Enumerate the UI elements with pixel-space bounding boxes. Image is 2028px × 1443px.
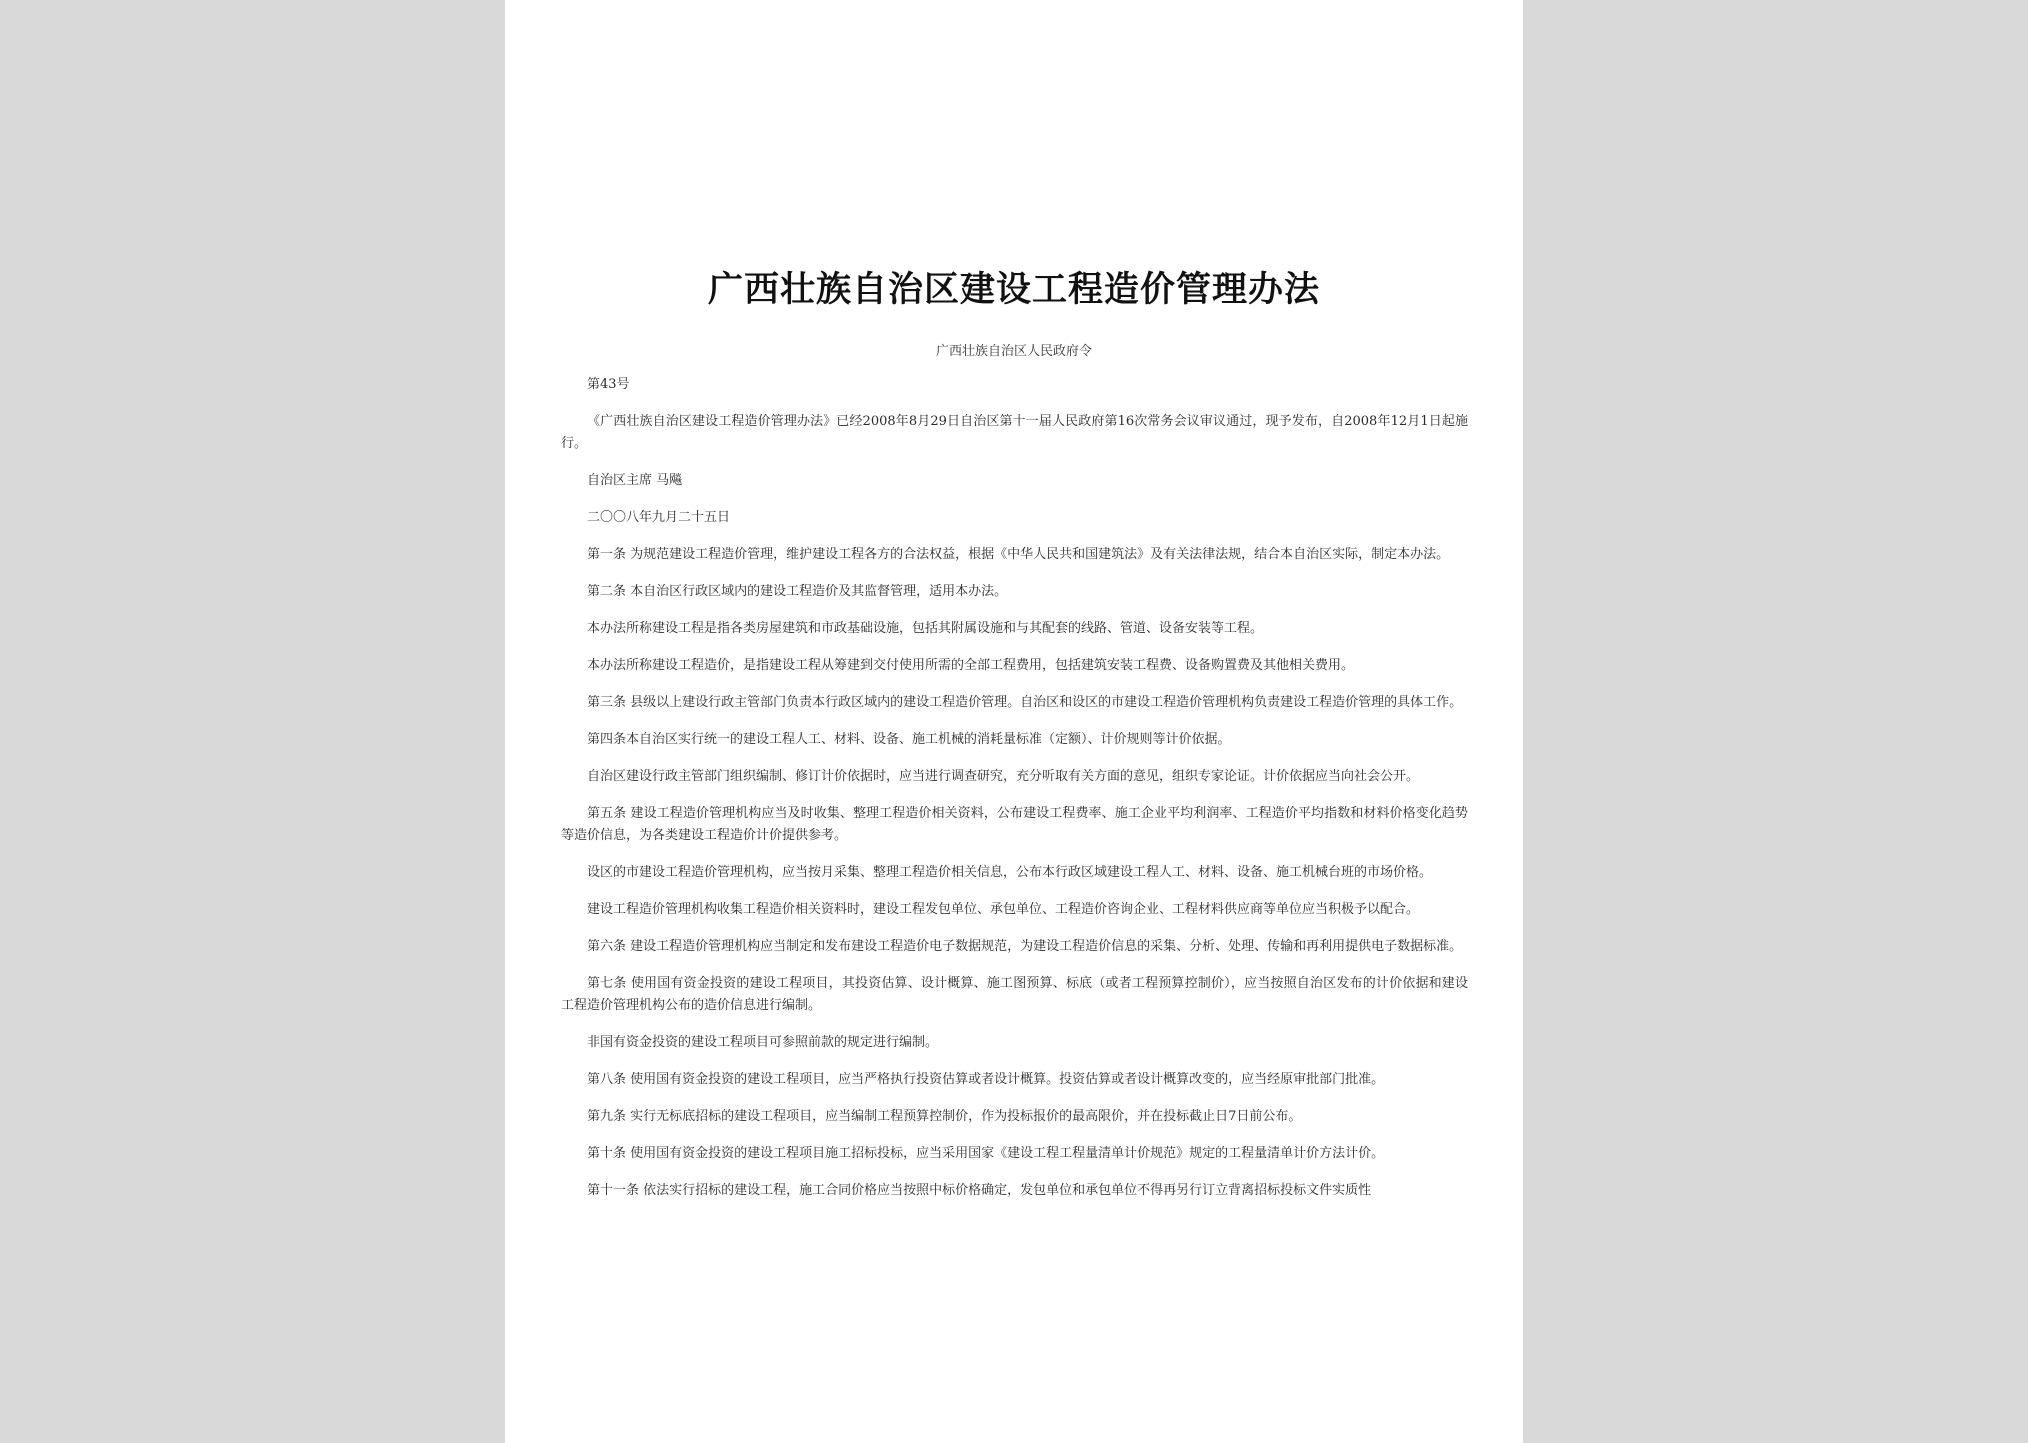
paragraph-article-2-clause-2: 本办法所称建设工程是指各类房屋建筑和市政基础设施，包括其附属设施和与其配套的线路、管道、设备安装等工程。: [587, 621, 1264, 636]
paragraph-article-5-clause-3: 建设工程造价管理机构收集工程造价相关资料时，建设工程发包单位、承包单位、工程造价咨询企业、工程材料供应商等单位应当积极予以配合。: [587, 902, 1420, 917]
paragraph-article-1: 第一条 为规范建设工程造价管理，维护建设工程各方的合法权益，根据《中华人民共和国建筑法》及有关法律法规，结合本自治区实际，制定本办法。: [587, 547, 1450, 562]
document-issuer: 广西壮族自治区人民政府令: [935, 344, 1092, 359]
paragraph-article-4: 第四条本自治区实行统一的建设工程人工、材料、设备、施工机械的消耗量标准（定额）、计价规则等计价依据。: [587, 732, 1231, 747]
paragraph-article-8: 第八条 使用国有资金投资的建设工程项目，应当严格执行投资估算或者设计概算。投资估算或者设计概算改变的，应当经原审批部门批准。: [587, 1072, 1385, 1087]
paragraph-article-2-clause-3: 本办法所称建设工程造价，是指建设工程从筹建到交付使用所需的全部工程费用，包括建筑安装工程费、设备购置费及其他相关费用。: [587, 658, 1355, 673]
paragraph-article-7: 第七条 使用国有资金投资的建设工程项目，其投资估算、设计概算、施工图预算、标底（或者工程预算控制价），应当按照自治区发布的计价依据和建设工程造价管理机构公布的造价信息进行编制。: [561, 976, 1468, 1013]
paragraph-article-10: 第十条 使用国有资金投资的建设工程项目施工招标投标，应当采用国家《建设工程工程量清单计价规范》规定的工程量清单计价方法计价。: [587, 1146, 1385, 1161]
document-title: 广西壮族自治区建设工程造价管理办法: [707, 269, 1320, 310]
paragraph-article-3: 第三条 县级以上建设行政主管部门负责本行政区域内的建设工程造价管理。自治区和设区的市建设工程造价管理机构负责建设工程造价管理的具体工作。: [587, 695, 1463, 710]
paragraph-article-4-clause-2: 自治区建设行政主管部门组织编制、修订计价依据时，应当进行调查研究，充分听取有关方面的意见，组织专家论证。计价依据应当向社会公开。: [587, 769, 1420, 784]
paragraph-date: 二〇〇八年九月二十五日: [587, 510, 731, 525]
paragraph-article-6: 第六条 建设工程造价管理机构应当制定和发布建设工程造价电子数据规范，为建设工程造价信息的采集、分析、处理、传输和再利用提供电子数据标准。: [587, 939, 1463, 954]
paragraph-article-5: 第五条 建设工程造价管理机构应当及时收集、整理工程造价相关资料，公布建设工程费率、施工企业平均利润率、工程造价平均指数和材料价格变化趋势等造价信息，为各类建设工程造价计价提供参考。: [561, 806, 1468, 843]
paragraph-decree-number: 第43号: [587, 377, 630, 392]
paragraph-article-7-clause-2: 非国有资金投资的建设工程项目可参照前款的规定进行编制。: [587, 1035, 939, 1050]
paragraph-signatory: 自治区主席 马飚: [587, 473, 683, 488]
paragraph-article-5-clause-2: 设区的市建设工程造价管理机构，应当按月采集、整理工程造价相关信息，公布本行政区域建设工程人工、材料、设备、施工机械台班的市场价格。: [587, 865, 1433, 880]
paragraph-article-11: 第十一条 依法实行招标的建设工程，施工合同价格应当按照中标价格确定，发包单位和承包单位不得再另行订立背离招标投标文件实质性: [587, 1183, 1372, 1198]
paragraph-article-9: 第九条 实行无标底招标的建设工程项目，应当编制工程预算控制价，作为投标报价的最高限价，并在投标截止日7日前公布。: [587, 1109, 1302, 1124]
document-body: [561, 374, 1468, 1202]
paragraph-announcement: 《广西壮族自治区建设工程造价管理办法》已经2008年8月29日自治区第十一届人民政府第16次常务会议审议通过，现予发布，自2008年12月1日起施行。: [561, 414, 1468, 451]
document-page: [505, 0, 1523, 1443]
paragraph-article-2: 第二条 本自治区行政区域内的建设工程造价及其监督管理，适用本办法。: [587, 584, 1008, 599]
